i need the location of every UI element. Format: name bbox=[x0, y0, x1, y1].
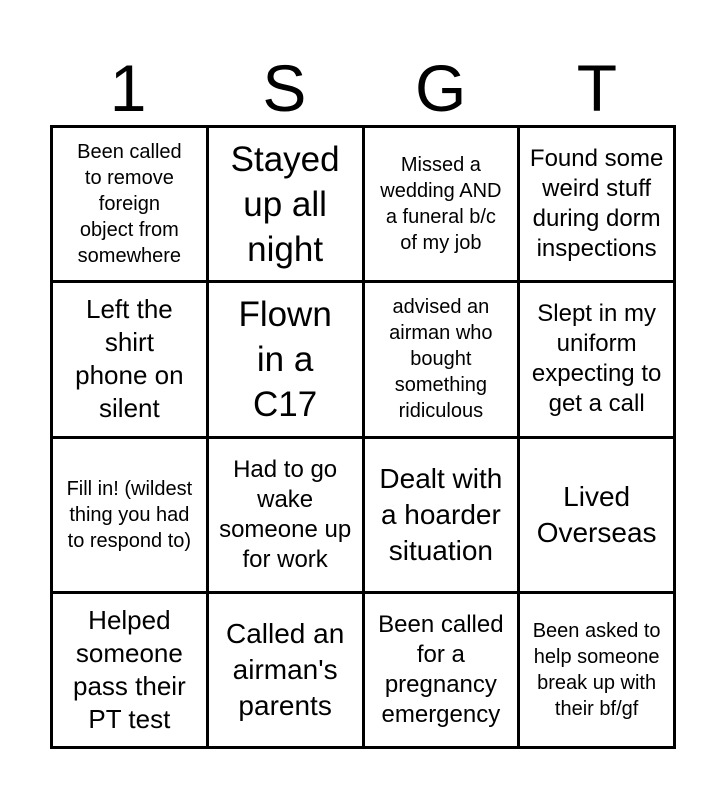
bingo-cell-r4c3[interactable] bbox=[365, 594, 518, 746]
bingo-cell-text: Called an airman's parents bbox=[225, 617, 345, 721]
bingo-cell-text: Slept in my uniform expecting to get a call bbox=[531, 300, 662, 418]
bingo-cell-r4c2[interactable] bbox=[209, 594, 362, 746]
bingo-cell-text: Been asked to help someone break up with their bf/gf bbox=[532, 619, 661, 720]
bingo-cell-text: Stayed up all night bbox=[230, 139, 340, 269]
bingo-cell-text: Dealt with a hoarder situation bbox=[379, 462, 503, 566]
header-letter-t: T bbox=[576, 51, 618, 125]
bingo-cell-text: Missed a wedding AND a funeral b/c of my job bbox=[380, 154, 502, 255]
bingo-cell-r3c3[interactable] bbox=[365, 439, 518, 591]
bingo-cell-r3c4[interactable] bbox=[520, 439, 673, 591]
bingo-cell-r1c4[interactable] bbox=[520, 128, 673, 280]
bingo-cell-r4c1[interactable] bbox=[53, 594, 206, 746]
bingo-cell-r2c4[interactable] bbox=[520, 283, 673, 435]
bingo-cell-r2c1[interactable] bbox=[53, 283, 206, 435]
bingo-cell-text: advised an airman who bought something ridiculous bbox=[389, 296, 493, 423]
bingo-cell-text: Lived Overseas bbox=[536, 480, 657, 548]
bingo-cell-text: Fill in! (wildest thing you had to respond to) bbox=[66, 477, 193, 552]
bingo-cell-text: Been called for a pregnancy emergency bbox=[378, 610, 504, 728]
bingo-cell-text: Flown in a C17 bbox=[238, 294, 332, 424]
bingo-header bbox=[50, 52, 675, 124]
bingo-cell-r3c2[interactable] bbox=[209, 439, 362, 591]
header-letter-s: S bbox=[262, 51, 307, 125]
bingo-cell-r1c1[interactable] bbox=[53, 128, 206, 280]
bingo-cell-text: Left the shirt phone on silent bbox=[75, 294, 184, 424]
bingo-cell-text: Helped someone pass their PT test bbox=[73, 604, 186, 734]
bingo-cell-r4c4[interactable] bbox=[520, 594, 673, 746]
bingo-cell-r3c1[interactable] bbox=[53, 439, 206, 591]
bingo-cell-r1c3[interactable] bbox=[365, 128, 518, 280]
bingo-cell-text: Been called to remove foreign object from somewhere bbox=[77, 141, 182, 268]
header-letter-1: 1 bbox=[109, 51, 147, 125]
bingo-cell-text: Had to go wake someone up for work bbox=[219, 455, 352, 573]
bingo-cell-text: Found some weird stuff during dorm inspections bbox=[529, 145, 664, 263]
bingo-cell-r1c2[interactable] bbox=[209, 128, 362, 280]
header-letter-g: G bbox=[414, 51, 467, 125]
bingo-cell-r2c2[interactable] bbox=[209, 283, 362, 435]
bingo-grid bbox=[50, 125, 676, 749]
bingo-cell-r2c3[interactable] bbox=[365, 283, 518, 435]
